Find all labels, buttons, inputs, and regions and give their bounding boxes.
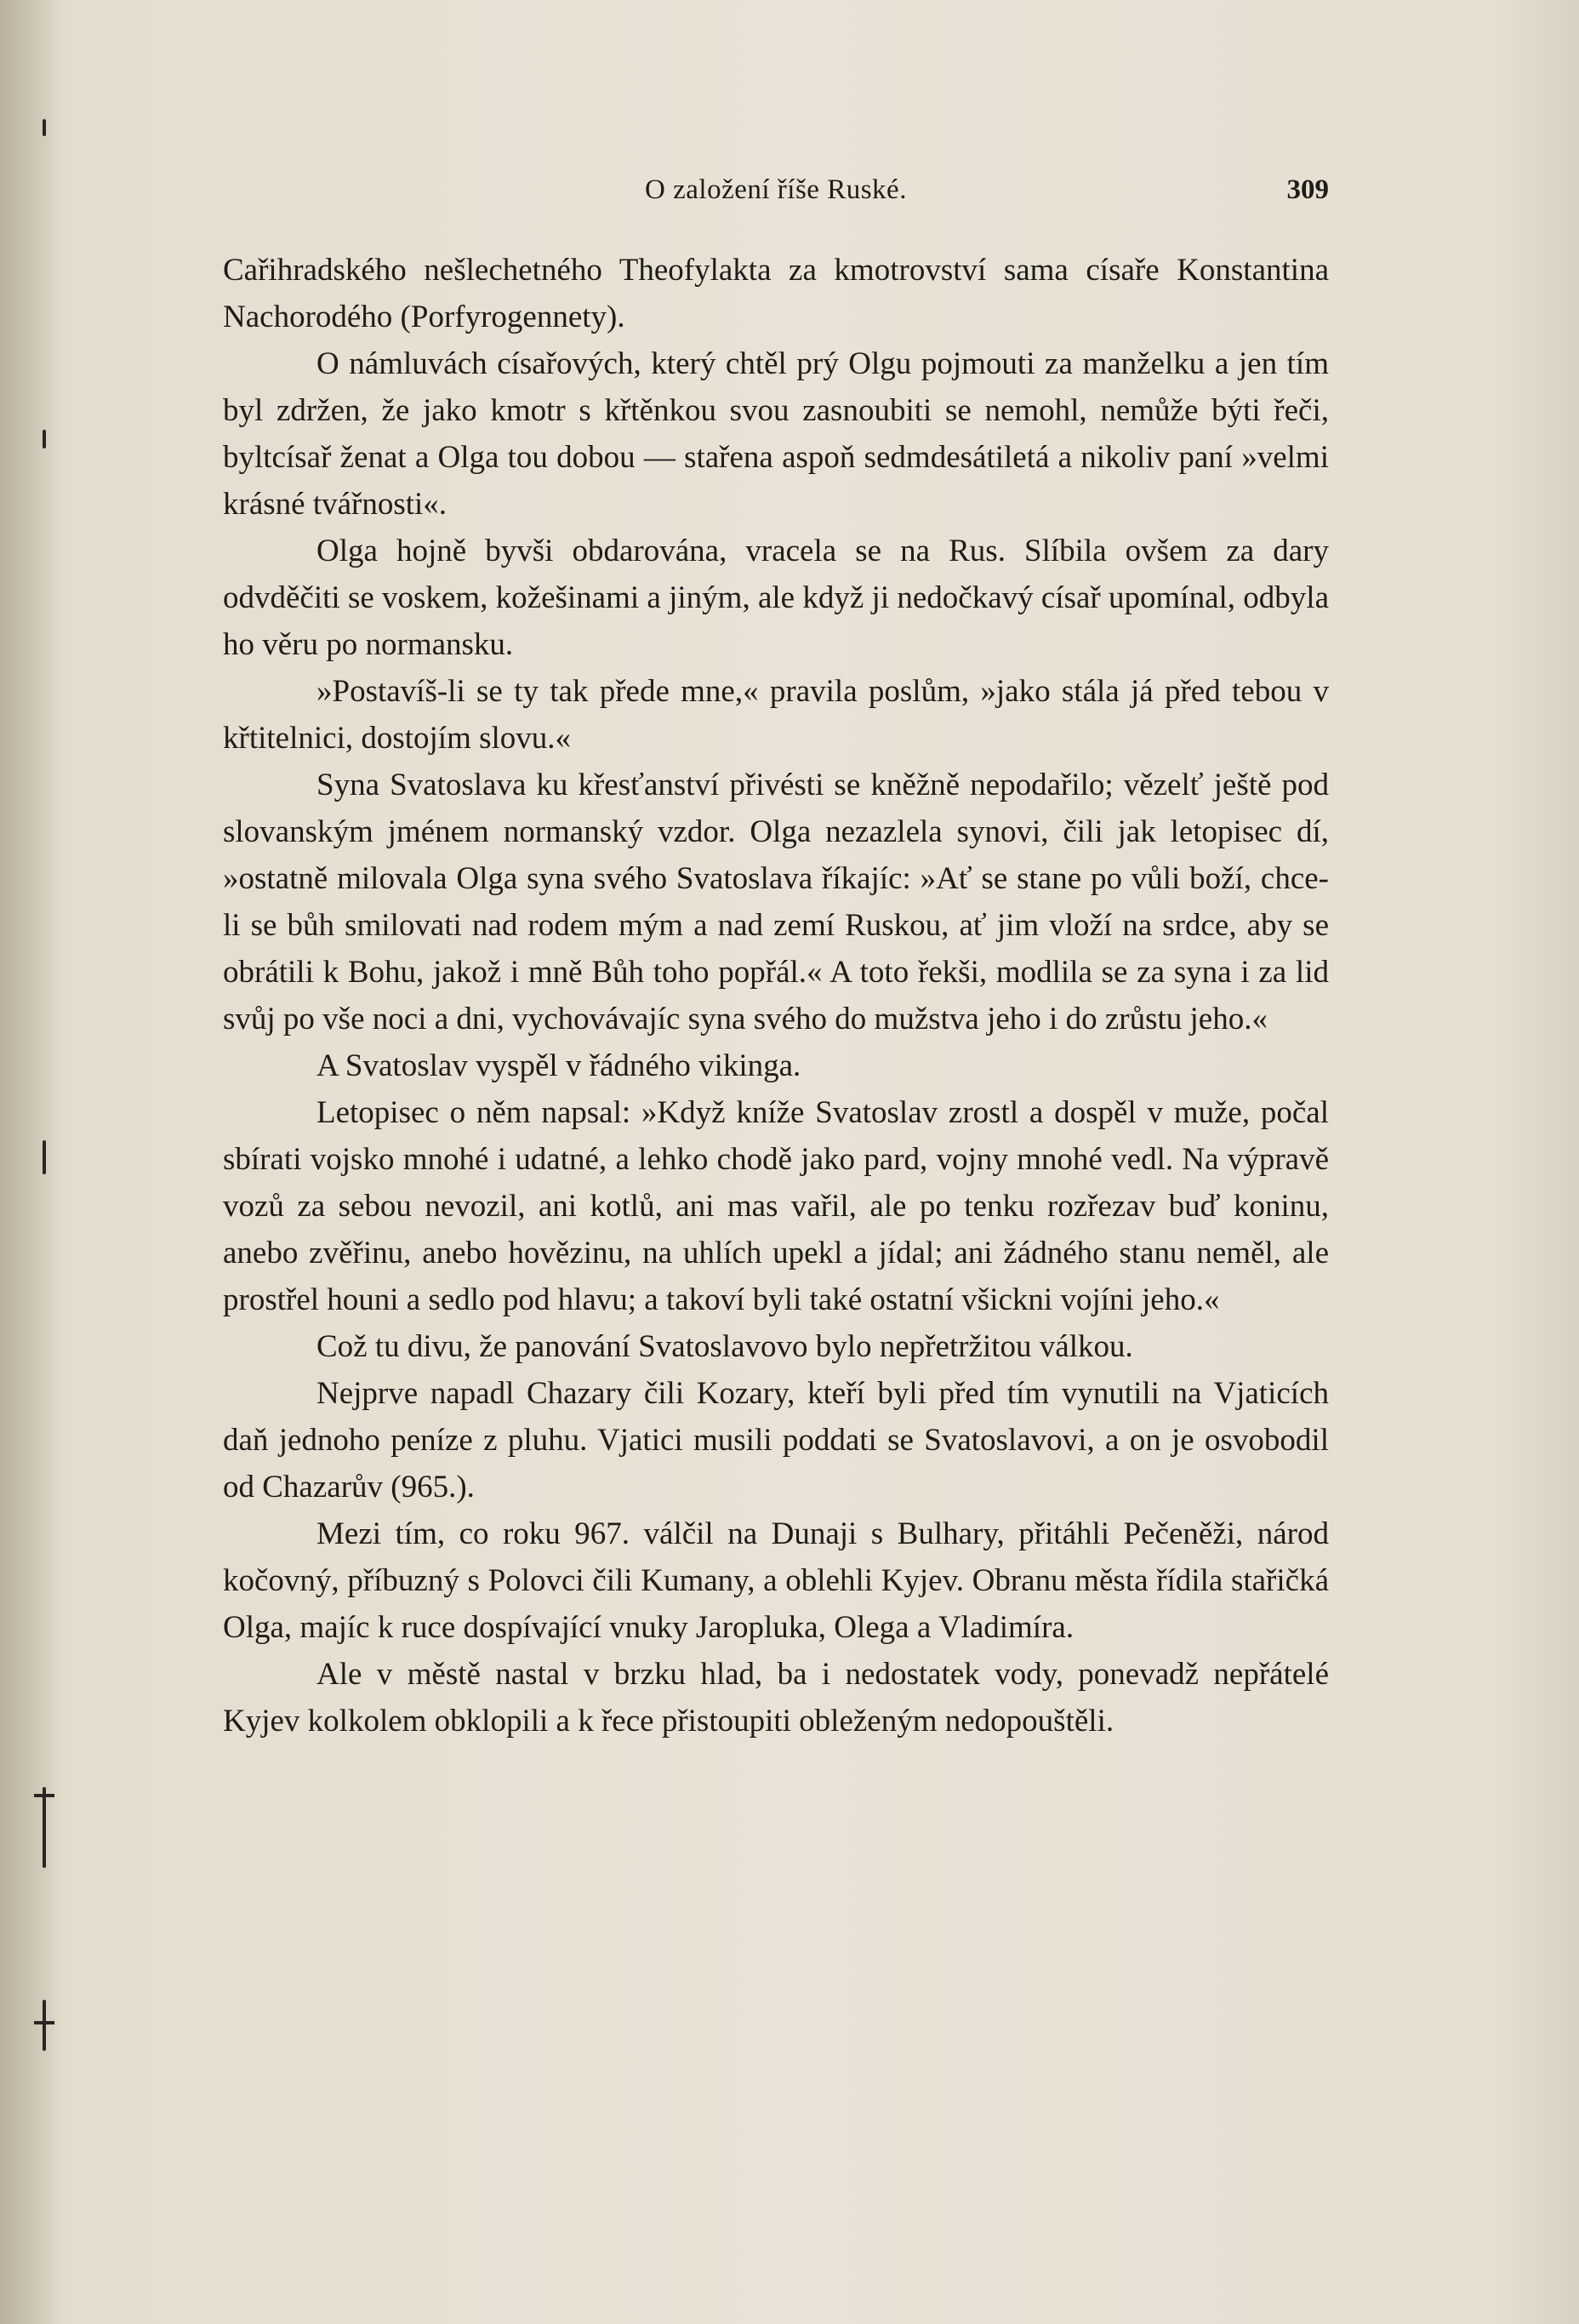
paragraph-10: Mezi tím, co roku 967. válčil na Dunaji s Bulhary, přitáhli Pečeněži, národ kočovný, příbuzný s Polovci čili Kumany, a oblehli Kyjev. Obranu města řídila stařičká Olga, majíc k ruce dospívající vnuky Jaropluka, Olega a Vladimíra.: [223, 1516, 1329, 1645]
margin-tick-4: [34, 1794, 54, 1797]
running-header: [223, 174, 1329, 217]
paragraph-4: »Postavíš-li se ty tak přede mne,« pravila poslům, »jako stála já před tebou v křtitelnici, dostojím slovu.«: [223, 674, 1329, 756]
paragraph-9: Nejprve napadl Chazary čili Kozary, kteří byli před tím vynutili na Vjaticích daň jednoho peníze z pluhu. Vjatici musili poddati se Svatoslavovi, a on je osvobodil od Chazarův (965.).: [223, 1376, 1329, 1505]
page-number: 309: [1286, 174, 1329, 205]
margin-mark-3: [43, 1140, 46, 1174]
paragraph-6: A Svatoslav vyspěl v řádného vikinga.: [316, 1048, 801, 1083]
page-binding-edge: [0, 0, 60, 2324]
paragraph-1: Cařihradského nešlechetného Theofylakta za kmotrovství sama císaře Konstantina Nachorodého (Porfyrogennety).: [223, 253, 1329, 334]
paragraph-11: Ale v městě nastal v brzku hlad, ba i nedostatek vody, ponevadž nepřátelé Kyjev kolkolem obklopili a k řece přistoupiti obleženým nedopouštěli.: [223, 1657, 1329, 1739]
margin-mark-5: [43, 2000, 46, 2051]
margin-tick-5: [34, 2021, 54, 2024]
body-text: [223, 247, 1329, 1744]
paragraph-8: Což tu divu, že panování Svatoslavovo bylo nepřetržitou válkou.: [316, 1329, 1133, 1364]
running-title: O založení říše Ruské.: [645, 174, 907, 205]
paragraph-7: Letopisec o něm napsal: »Když kníže Svatoslav zrostl a dospěl v muže, počal sbírati vojsko mnohé i udatné, a lehko chodě jako pard, vojny mnohé vedl. Na výpravě vozů za sebou nevozil, ani kotlů, ani mas vařil, ale po tenku rozřezav buď koninu, anebo zvěřinu, anebo hovězinu, na uhlích upekl a jídal; ani žádného stanu neměl, ale prostřel houni a sedlo pod hlavu; a takoví byli také ostatní všickni vojíni jeho.«: [223, 1095, 1329, 1317]
margin-mark-2: [43, 430, 46, 448]
paragraph-5: Syna Svatoslava ku křesťanství přivésti se kněžně nepodařilo; vězelť ještě pod slovanským jménem normanský vzdor. Olga nezazlela synovi, čili jak letopisec dí, »ostatně milovala Olga syna svého Svatoslava říkajíc: »Ať se stane po vůli boží, chce-li se bůh smilovati nad rodem mým a nad zemí Ruskou, ať jim vloží na srdce, aby se obrátili k Bohu, jakož i mně Bůh toho popřál.« A toto řekši, modlila se za syna i za lid svůj po vše noci a dni, vychovávajíc syna svého do mužstva jeho i do zrůstu jeho.«: [223, 768, 1329, 1036]
paragraph-2: O námluvách císařových, který chtěl prý Olgu pojmouti za manželku a jen tím byl zdržen, že jako kmotr s křtěnkou svou zasnoubiti se nemohl, nemůže býti řeči, byltcísař ženat a Olga tou dobou — stařena aspoň sedmdesátiletá a nikoliv paní »velmi krásné tvářnosti«.: [223, 346, 1329, 522]
paragraph-3: Olga hojně byvši obdarována, vracela se na Rus. Slíbila ovšem za dary odvděčiti se voskem, kožešinami a jiným, ale když ji nedočkavý císař upomínal, odbyla ho věru po normansku.: [223, 534, 1329, 662]
margin-mark-4: [43, 1787, 46, 1868]
margin-mark-1: [43, 119, 46, 136]
